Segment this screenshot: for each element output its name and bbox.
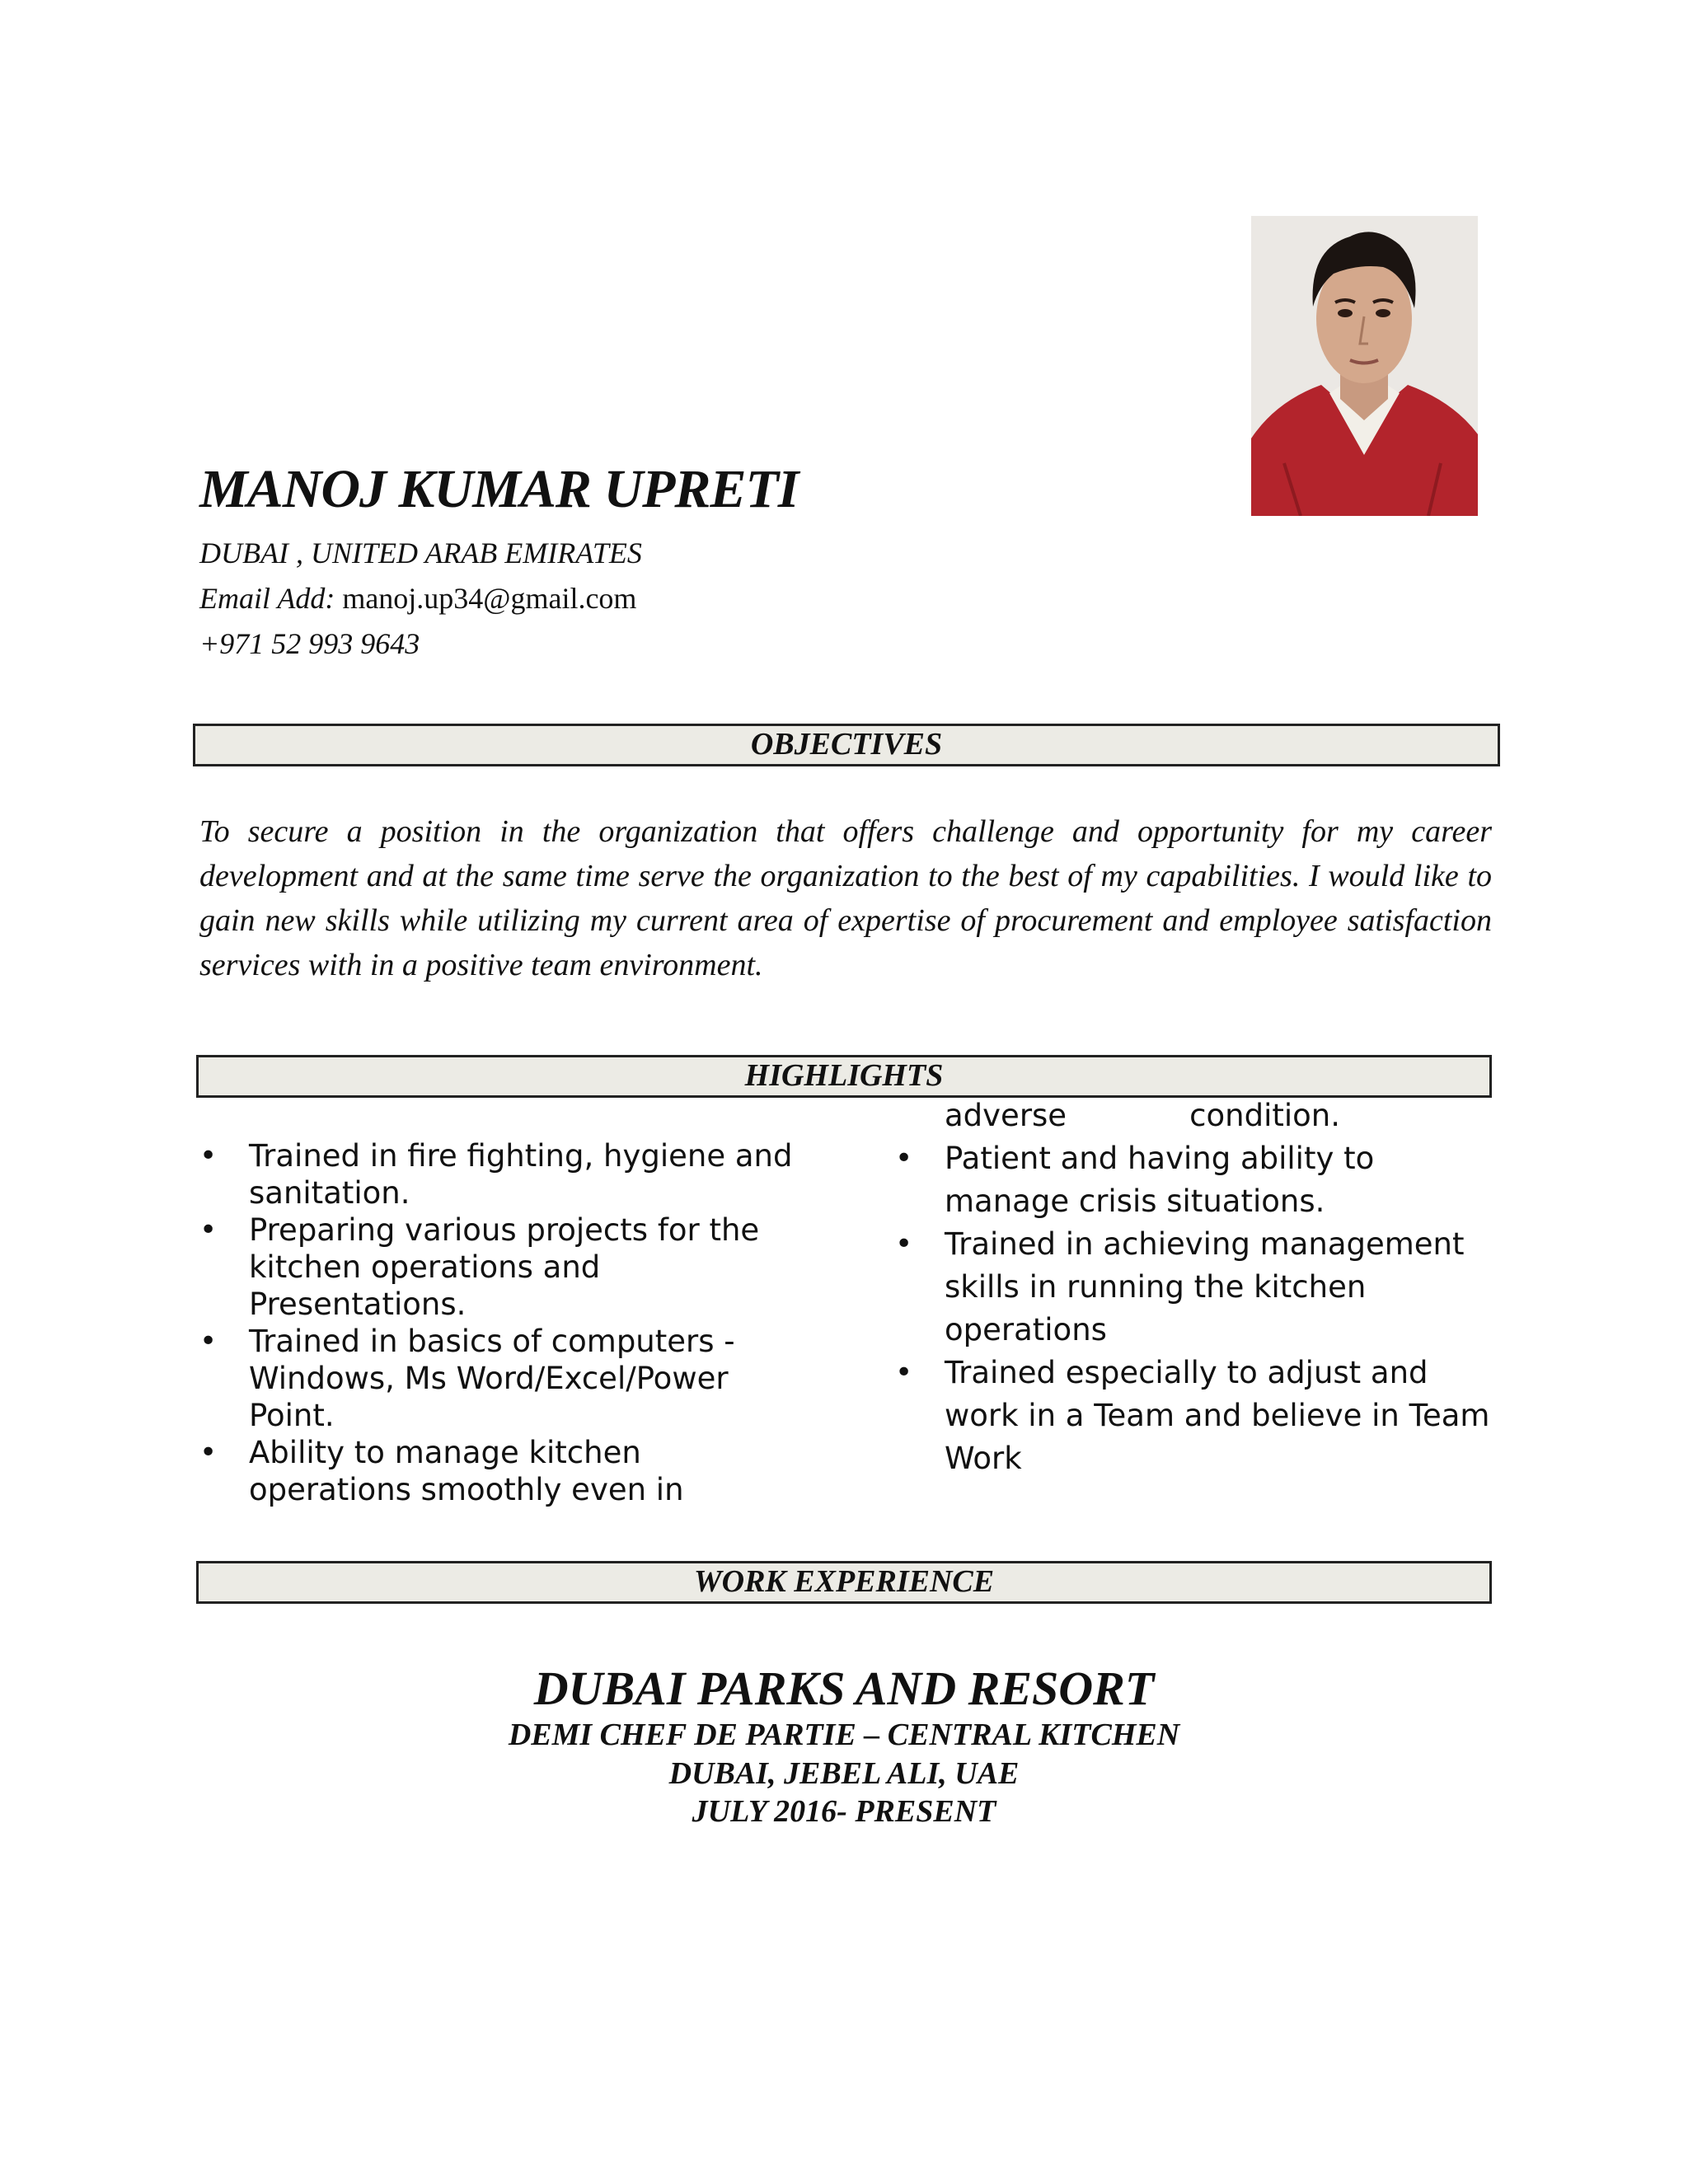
location: DUBAI , UNITED ARAB EMIRATES (199, 537, 642, 569)
email-label: Email Add: (199, 582, 335, 615)
email-address[interactable]: manoj.up34@gmail.com (342, 582, 637, 615)
email-line (199, 581, 636, 616)
highlights-heading: HIGHLIGHTS (196, 1055, 1492, 1098)
profile-photo (1251, 216, 1478, 516)
objective-paragraph: To secure a position in the organization that offers challenge and opportunity for my career development and at the same time serve the organization to the best of my capabilities. I would like to gain new skills while utilizing my current area of expertise of procurement and employee satisfaction services with in a positive team environment. (199, 814, 1492, 982)
candidate-name: MANOJ KUMAR UPRETI (199, 459, 799, 519)
job-period: JULY 2016- PRESENT (692, 1794, 996, 1829)
carryover-word-adverse: adverse (945, 1098, 1067, 1133)
phone-number: +971 52 993 9643 (199, 627, 420, 660)
list-item: • Trained in basics of computers - Windows, Ms Word/Excel/Power Point. (199, 1323, 793, 1434)
company-name: DUBAI PARKS AND RESORT (533, 1661, 1155, 1715)
list-item: • Patient and having ability to manage crisis situations. (895, 1137, 1497, 1223)
carryover-word-condition: condition. (1189, 1098, 1340, 1133)
objectives-heading: OBJECTIVES (193, 724, 1500, 766)
list-item: • Preparing various projects for the kitchen operations and Presentations. (199, 1212, 793, 1323)
job-position: DEMI CHEF DE PARTIE – CENTRAL KITCHEN (508, 1718, 1180, 1752)
highlights-left-list (199, 1137, 793, 1508)
list-item: • Ability to manage kitchen operations smoothly even in (199, 1434, 793, 1508)
highlight-carryover (945, 1098, 1340, 1133)
list-item: • Trained especially to adjust and work in a Team and believe in Team Work (895, 1352, 1497, 1480)
list-item: • Trained in achieving management skills in running the kitchen operations (895, 1223, 1497, 1352)
list-item: • Trained in fire fighting, hygiene and sanitation. (199, 1137, 793, 1212)
work-experience-heading: WORK EXPERIENCE (196, 1561, 1492, 1604)
job-location: DUBAI, JEBEL ALI, UAE (668, 1756, 1020, 1791)
highlights-right-list (895, 1137, 1497, 1480)
